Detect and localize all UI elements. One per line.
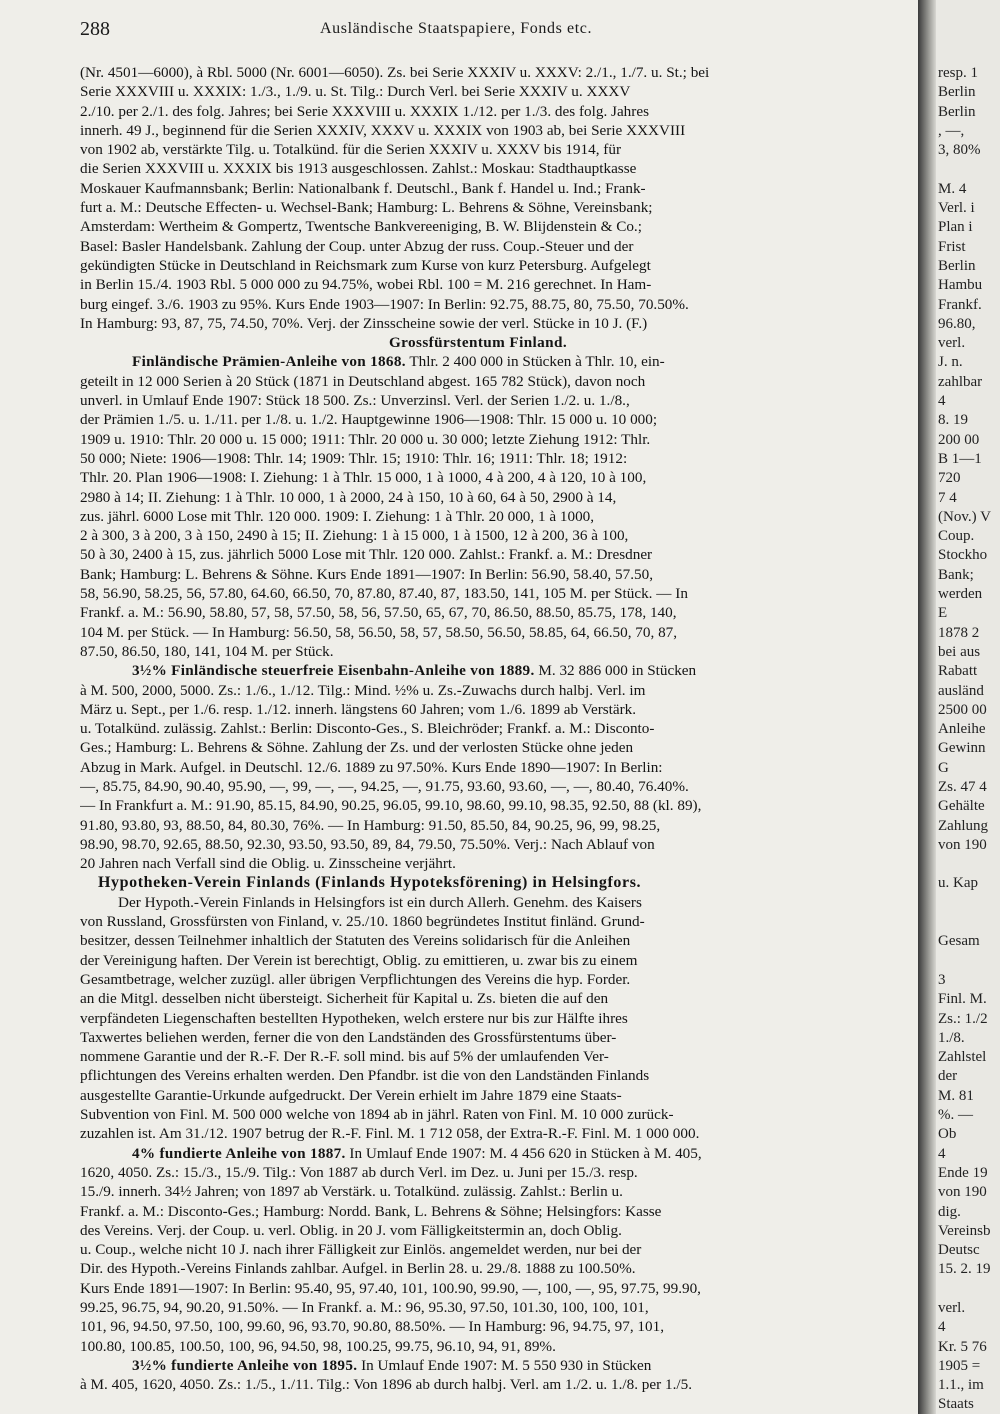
text-line: von 1902 ab, verstärkte Tilg. u. Totalkünd. für die Serien XXXIV u. XXXV bis 1914, für (80, 141, 622, 159)
text-line: Thlr. 20. Plan 1906—1908: I. Ziehung: 1 à Thlr. 15 000, 1 à 1000, 4 à 200, 4 à 120, 10 à 100, (80, 469, 647, 487)
text-line: Moskauer Kaufmannsbank; Berlin: Nationalbank f. Deutschl., Bank f. Handel u. Ind.; Frank- (80, 179, 646, 197)
paragraph-first-line: Der Hypoth.-Verein Finlands in Helsingfors ist ein durch Allerh. Genehm. des Kaisers (118, 893, 642, 911)
right-page-fragment: 1.1., im (938, 1377, 984, 1394)
right-page-fragment: Staats (938, 1396, 974, 1413)
entry-first-line (80, 352, 916, 371)
text-line: 50 000; Niete: 1906—1908: Thlr. 14; 1909: Thlr. 15; 1910: Thlr. 16; 1911: Thlr. 18; 1912: (80, 449, 628, 467)
text-line: des Vereins. Verj. der Coup. u. verl. Oblig. in 20 J. vom Fälligkeitstermin an, doch Oblig. (80, 1221, 622, 1239)
text-line: 2980 à 14; II. Ziehung: 1 à Thlr. 10 000, 1 à 2000, 24 à 150, 10 à 60, 64 à 50, 2900 à 14, (80, 488, 617, 506)
text-line: ausgestellte Garantie-Urkunde aufgedruckt. Der Verein erhielt im Jahre 1879 eine Staats- (80, 1086, 622, 1104)
right-page-fragment: 4 (938, 1145, 946, 1162)
text-line: März u. Sept., per 1./6. resp. 1./12. innerh. längstens 60 Jahren; vom 1./6. 1899 ab Verstärk. (80, 700, 637, 718)
right-page-fragment (936, 952, 1000, 971)
text-line: verpfändeten Liegenschaften bestellten Hypotheken, welch erstere nur bis zur Hälfte ihres (80, 1009, 628, 1027)
right-page-fragment: 8. 19 (938, 412, 968, 429)
right-page-fragment: G (938, 759, 949, 776)
text-line: 104 M. per Stück. — In Hamburg: 56.50, 58, 56.50, 58, 57, 58.50, 56.50, 58.85, 64, 66.50, 70, 87, (80, 623, 678, 641)
text-line: Gesamtbetrage, welcher zuzügl. aller übrigen Verpflichtungen des Vereins die hyp. Forder. (80, 970, 631, 988)
entry-title: 3½% Finländische steuerfreie Eisenbahn-Anleihe von 1889. (132, 662, 535, 680)
right-page-fragment: 4 (938, 393, 946, 410)
text-line: zus. jährl. 6000 Lose mit Thlr. 120 000. 1909: I. Ziehung: 1 à Thlr. 20 000, 1 à 1000, (80, 507, 595, 525)
document-body (80, 63, 916, 1394)
page-number: 288 (80, 18, 110, 40)
book-page-right-edge (936, 0, 1000, 1414)
text-line: Kurs Ende 1891—1907: In Berlin: 95.40, 95, 97.40, 101, 100.90, 99.90, —, 100, —, 95, 97.75, 99.90, (80, 1279, 701, 1297)
entry-first-line (80, 661, 916, 680)
right-page-fragment: Zs. 47 4 (938, 778, 987, 795)
text-line: —, 85.75, 84.90, 90.40, 95.90, —, 99, —, —, 94.25, —, 91.75, 93.60, 93.60, —, —, 80.40, 76.40%. (80, 777, 689, 795)
right-page-fragment: von 190 (938, 836, 987, 853)
right-page-fragment (936, 894, 1000, 913)
right-page-fragment: Finl. M. (938, 991, 987, 1008)
right-page-fragment: 96.80, (938, 315, 976, 332)
text-line: Dir. des Hypoth.-Vereins Finlands zahlbar. Aufgel. in Berlin 28. u. 29./8. 1888 zu 100.50%. (80, 1260, 636, 1278)
text-line: Serie XXXVIII u. XXXIX: 1./3., 1./9. u. St. Tilg.: Durch Verl. bei Serie XXXIV u. XXXV (80, 83, 631, 101)
right-page-fragment: dig. (938, 1203, 961, 1220)
text-line: 58, 56.90, 58.25, 56, 57.80, 64.60, 66.50, 70, 87.80, 87.40, 87, 183.50, 141, 105 M. per Stück. — In (80, 585, 688, 603)
right-page-fragment: von 190 (938, 1184, 987, 1201)
right-page-fragment: , —, (938, 122, 965, 139)
text-line: 99.25, 96.75, 94, 90.20, 91.50%. — In Frankf. a. M.: 96, 95.30, 97.50, 101.30, 100, 100, 101, (80, 1299, 649, 1316)
right-page-fragment: Rabatt (938, 663, 978, 680)
right-page-fragment: Zahlstel (938, 1049, 987, 1066)
right-page-fragment: 720 (938, 470, 961, 487)
text-line: furt a. M.: Deutsche Effecten- u. Wechsel-Bank; Hamburg: L. Behrens & Söhne, Vereinsbank; (80, 199, 653, 217)
text-line: 15./9. innerh. 34½ Jahren; von 1897 ab Verstärk. u. Totalkünd. zulässig. Zahlst.: Berlin u. (80, 1183, 623, 1201)
right-page-fragment: Gewinn (938, 740, 986, 757)
right-page-fragment: resp. 1 (938, 65, 978, 81)
right-page-fragment: verl. (938, 335, 966, 352)
text-line: 98.90, 98.70, 92.65, 88.50, 92.30, 93.50, 93.50, 89, 84, 79.50, 75.50%. Verj.: Nach Ablauf von (80, 835, 655, 853)
text-line: Taxwertes beliehen werden, ferner die von den Landständen des Grossfürstentums über- (80, 1028, 617, 1046)
entry-title: 3½% fundierte Anleihe von 1895. (132, 1356, 358, 1374)
right-page-fragment: Ende 19 (938, 1164, 988, 1181)
right-page-fragment: Bank; (938, 566, 974, 583)
text-line: Ges.; Hamburg: L. Behrens & Söhne. Zahlung der Zs. und der verlosten Stücke ohne jeden (80, 739, 634, 757)
right-page-fragment: verl. (938, 1300, 966, 1316)
right-page-fragment: %. — (938, 1107, 973, 1124)
right-page-fragment: Berlin (938, 84, 976, 101)
right-page-fragment: B 1—1 (938, 450, 982, 467)
right-page-fragment: Plan i (938, 219, 973, 236)
right-page-fragment: Anleihe (938, 721, 986, 738)
text-line: u. Totalkünd. zulässig. Zahlst.: Berlin: Disconto-Ges., S. Bleichröder; Frankf. a. M.: Disconto- (80, 720, 655, 738)
right-page-fragment: Stockho (938, 547, 988, 564)
text-line: nommene Garantie und der R.-F. Der R.-F. soll mind. bis auf 5% der umlaufenden Ver- (80, 1048, 609, 1066)
right-page-fragment: 7 4 (938, 489, 957, 506)
text-line: geteilt in 12 000 Serien à 20 Stück (1871 in Deutschland abgest. 165 782 Stück), davon noch (80, 372, 646, 390)
right-page-fragment: E (938, 605, 948, 622)
right-page-fragment: Berlin (938, 103, 976, 120)
text-line: 87.50, 86.50, 180, 141, 104 M. per Stück. (80, 642, 334, 660)
text-line: 100.80, 100.85, 100.50, 100, 96, 94.50, 98, 100.25, 99.75, 96.10, 94, 91, 89%. (80, 1337, 556, 1355)
right-page-fragment: Frankf. (938, 296, 982, 313)
text-line: Abzug in Mark. Aufgel. in Deutschl. 12./6. 1889 zu 97.50%. Kurs Ende 1890—1907: In Berlin: (80, 758, 663, 776)
right-page-fragment: Berlin (938, 257, 976, 274)
right-page-fragment: 15. 2. 19 (938, 1261, 991, 1278)
text-line: zuzahlen ist. Am 31./12. 1907 betrug der R.-F. Finl. M. 1 712 058, der Extra-R.-F. Finl. M. 1 000 000. (80, 1125, 700, 1143)
right-page-fragment: Vereinsb (938, 1222, 991, 1239)
entry-first-line (80, 1144, 916, 1163)
entry-text: In Umlauf Ende 1907: M. 4 456 620 in Stücken à M. 405, (345, 1144, 702, 1162)
section-heading: Grossfürstentum Finland. (388, 334, 568, 352)
text-line: 101, 96, 94.50, 97.50, 100, 99.60, 96, 93.70, 90.80, 88.50%. — In Hamburg: 96, 94.75, 97, 101, (80, 1318, 664, 1336)
right-page-fragment: Zahlung (938, 817, 988, 834)
text-line: Bank; Hamburg: L. Behrens & Söhne. Kurs Ende 1891—1907: In Berlin: 56.90, 58.40, 57.50, (80, 565, 653, 583)
text-line: der Vereinigung haften. Der Verein ist berechtigt, Oblig. zu emittieren, u. zwar bis zu einem (80, 951, 638, 969)
right-page-fragment: Gesam (938, 933, 980, 950)
text-line: die Serien XXXVIII u. XXXIX bis 1913 ausgeschlossen. Zahlst.: Moskau: Stadthauptkasse (80, 160, 637, 178)
right-page-fragment: ausländ (938, 682, 984, 699)
entry-text: M. 32 886 000 in Stücken (534, 662, 697, 680)
text-line: Frankf. a. M.: Disconto-Ges.; Hamburg: Nordd. Bank, L. Behrens & Söhne; Helsingfors: Kasse (80, 1202, 662, 1220)
text-line: Frankf. a. M.: 56.90, 58.80, 57, 58, 57.50, 58, 56, 57.50, 65, 67, 70, 86.50, 88.50, 85.75, 178, 140, (80, 604, 677, 622)
right-page-fragment (936, 913, 1000, 932)
right-page-fragment (936, 855, 1000, 874)
right-page-fragment: 2500 00 (938, 701, 987, 718)
right-page-fragments (936, 0, 1000, 1414)
text-line: 20 Jahren nach Verfall sind die Oblig. u. Zinsscheine verjährt. (80, 855, 456, 873)
right-page-fragment: Zs.: 1./2 (938, 1010, 988, 1027)
right-page-fragment: 3, 80% (938, 142, 981, 159)
right-page-fragment: u. Kap (938, 875, 978, 892)
text-line: 2./10. per 2./1. des folg. Jahres; bei Serie XXXVIII u. XXXIX 1./12. per 1./3. des folg. Jahres (80, 102, 649, 120)
text-line: besitzer, dessen Teilnehmer inhaltlich der Statuten des Vereins solidarisch für die Anleihen (80, 932, 631, 950)
right-page-fragment: 3 (938, 971, 946, 988)
text-line: unverl. in Umlauf Ende 1907: Stück 18 500. Zs.: Unverzinsl. Verl. der Serien 1./2. u. 1./8., (80, 392, 630, 410)
right-page-fragment: 1905 = (938, 1357, 981, 1374)
text-line: u. Coup., welche nicht 10 J. nach ihrer Fälligkeit zur Einlös. angemeldet werden, nur bei der (80, 1241, 642, 1259)
right-page-fragment: Ob (938, 1126, 957, 1143)
right-page-fragment: zahlbar (938, 373, 983, 390)
text-line: von Russland, Grossfürsten von Finland, v. 25./10. 1860 begründetes Institut finländ. Grund- (80, 913, 645, 931)
running-title: Ausländische Staatspapiere, Fonds etc. (320, 20, 593, 37)
text-line: burg eingef. 3./6. 1903 zu 95%. Kurs Ende 1903—1907: In Berlin: 92.75, 88.75, 80, 75.50, 70.50%. (80, 295, 689, 313)
text-line: Basel: Basler Handelsbank. Zahlung der Coup. unter Abzug der russ. Coup.-Steuer und der (80, 237, 634, 255)
right-page-fragment: (Nov.) V (938, 508, 991, 525)
text-line: 1620, 4050. Zs.: 15./3., 15./9. Tilg.: Von 1887 ab durch Verl. im Dez. u. Juni per 15./3. resp. (80, 1163, 638, 1181)
right-page-fragment: Hambu (938, 277, 983, 294)
text-line: à M. 500, 2000, 5000. Zs.: 1./6., 1./12. Tilg.: Mind. ½% u. Zs.-Zuwachs durch halbj. Verl. im (80, 681, 646, 699)
text-line: (Nr. 4501—6000), à Rbl. 5000 (Nr. 6001—6050). Zs. bei Serie XXXIV u. XXXV: 2./1., 1./7. u. St.; bei (80, 64, 710, 81)
entry-text: Thlr. 2 400 000 in Stücken à Thlr. 10, ein- (405, 353, 665, 371)
text-line: Subvention von Finl. M. 500 000 welche von 1894 ab in jährl. Raten von Finl. M. 10 000 zurück- (80, 1106, 674, 1124)
right-page-fragment: Gehälte (938, 798, 985, 815)
text-line: 2 à 300, 3 à 200, 3 à 150, 2490 à 15; II. Ziehung: 1 à 15 000, 1 à 1500, 12 à 200, 36 à 100, (80, 527, 629, 545)
right-page-fragment: bei aus (938, 643, 981, 660)
right-page-fragment: der (938, 1068, 958, 1085)
right-page-fragment: werden (938, 586, 983, 603)
text-line: In Hamburg: 93, 87, 75, 74.50, 70%. Verj. der Zinsscheine sowie der verl. Stücke in 10 J. (F.) (80, 314, 648, 332)
entry-text: In Umlauf Ende 1907: M. 5 550 930 in Stücken (357, 1356, 652, 1374)
main-heading: Hypotheken-Verein Finlands (Finlands Hypoteksförening) in Helsingfors. (98, 874, 642, 892)
entry-title: Finländische Prämien-Anleihe von 1868. (132, 353, 406, 371)
right-page-fragment: 1./8. (938, 1029, 965, 1046)
text-line: in Berlin 15./4. 1903 Rbl. 5 000 000 zu 94.75%, wobei Rbl. 100 = M. 216 gerechnet. In Ham- (80, 276, 652, 294)
book-gutter (918, 0, 936, 1414)
right-page-fragment: 1878 2 (938, 624, 980, 641)
right-page-fragment (936, 1280, 1000, 1299)
text-line: an die Mitgl. desselben nicht übersteigt. Sicherheit für Kapital u. Zs. bieten die auf den (80, 990, 609, 1008)
right-page-fragment: Coup. (938, 528, 975, 545)
right-page-fragment: M. 81 (938, 1087, 974, 1104)
right-page-fragment: Deutsc (938, 1242, 980, 1259)
right-page-fragment: Verl. i (938, 200, 975, 217)
right-page-fragment: Kr. 5 76 (938, 1338, 987, 1355)
text-line: Amsterdam: Wertheim & Gompertz, Twentsche Bankvereeniging, B. W. Blijdenstein & Co.; (80, 218, 642, 236)
text-line: 91.80, 93.80, 93, 88.50, 84, 80.30, 76%. — In Hamburg: 91.50, 85.50, 84, 90.25, 96, 99, 98.25, (80, 816, 661, 834)
right-page-fragment: 200 00 (938, 431, 980, 448)
right-page-fragment (936, 160, 1000, 179)
text-line: der Prämien 1./5. u. 1./11. per 1./8. u. 1./2. Hauptgewinne 1906—1908: Thlr. 15 000 u. 10 000; (80, 411, 658, 429)
right-page-fragment: Frist (938, 238, 966, 255)
text-line: gekündigten Stücke in Deutschland in Reichsmark zum Kurse von kurz Petersburg. Aufgelegt (80, 256, 651, 274)
right-page-fragment: J. n. (938, 354, 963, 371)
text-line: à M. 405, 1620, 4050. Zs.: 1./5., 1./11. Tilg.: Von 1896 ab durch halbj. Verl. am 1./2. u. 1./8. per 1./5. (80, 1376, 692, 1394)
entry-first-line (80, 1356, 916, 1375)
right-page-fragment: M. 4 (938, 180, 967, 197)
right-page-fragment: 4 (938, 1319, 946, 1336)
text-line: innerh. 49 J., beginnend für die Serien XXXIV, XXXV u. XXXIX von 1903 ab, bei Serie XXXVIII (80, 121, 686, 139)
text-line: pflichtungen des Vereins erhalten werden. Den Pfandbr. ist die von den Landständen Finlands (80, 1067, 650, 1085)
text-line: 1909 u. 1910: Thlr. 20 000 u. 15 000; 1911: Thlr. 20 000 u. 30 000; letzte Ziehung 1912: Thlr. (80, 430, 651, 448)
text-line: 50 à 30, 2400 à 15, zus. jährlich 5000 Lose mit Thlr. 120 000. Zahlst.: Frankf. a. M.: Dresdner (80, 546, 653, 564)
text-line: — In Frankfurt a. M.: 91.90, 85.15, 84.90, 90.25, 96.05, 99.10, 98.60, 99.10, 98.35, 92.50, 88 (kl. 89), (80, 797, 702, 815)
entry-title: 4% fundierte Anleihe von 1887. (132, 1144, 346, 1162)
page-header (80, 18, 890, 44)
